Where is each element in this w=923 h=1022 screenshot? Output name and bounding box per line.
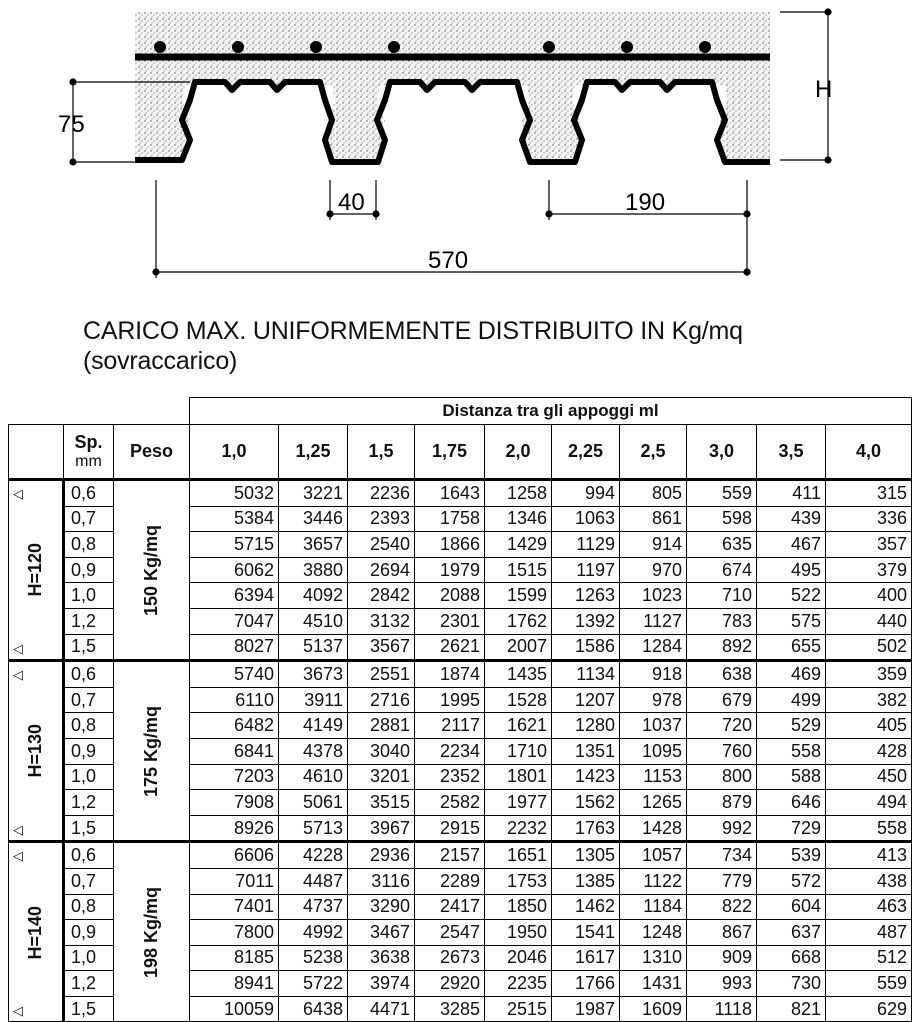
load-value-cell: 1651 [485, 842, 552, 869]
thickness-cell: 1,5 [64, 634, 114, 661]
thickness-cell: 0,9 [64, 557, 114, 583]
load-value-cell: 668 [757, 945, 826, 971]
load-value-cell: 720 [687, 713, 757, 739]
sp-header [64, 425, 114, 480]
span-header: 1,25 [279, 425, 348, 480]
load-value-cell: 1766 [552, 971, 620, 997]
load-value-cell: 1753 [485, 868, 552, 894]
load-value-cell: 400 [826, 583, 912, 609]
load-value-cell: 439 [757, 506, 826, 532]
load-value-cell: 710 [687, 583, 757, 609]
load-value-cell: 1541 [552, 920, 620, 946]
load-value-cell: 1385 [552, 868, 620, 894]
load-value-cell: 3132 [348, 608, 415, 634]
thickness-cell: 1,5 [64, 996, 114, 1022]
load-value-cell: 1095 [620, 738, 687, 764]
title-line-1: CARICO MAX. UNIFORMEMENTE DISTRIBUITO IN Kg/mq [83, 317, 743, 345]
load-value-cell: 4737 [279, 894, 348, 920]
load-value-cell: 1122 [620, 868, 687, 894]
load-value-cell: 2301 [415, 608, 485, 634]
height-group-cell [9, 480, 64, 661]
load-value-cell: 4992 [279, 920, 348, 946]
load-value-cell: 1428 [620, 815, 687, 842]
load-value-cell: 1528 [485, 687, 552, 713]
load-value-cell: 5238 [279, 945, 348, 971]
load-value-cell: 357 [826, 532, 912, 558]
load-value-cell: 529 [757, 713, 826, 739]
weight-label: 175 Kg/mq [141, 705, 161, 797]
thickness-cell: 1,0 [64, 945, 114, 971]
load-value-cell: 1987 [552, 996, 620, 1022]
load-value-cell: 1621 [485, 713, 552, 739]
load-value-cell: 646 [757, 790, 826, 816]
load-value-cell: 760 [687, 738, 757, 764]
thickness-cell: 0,7 [64, 868, 114, 894]
thickness-cell: 0,6 [64, 842, 114, 869]
h-header [9, 425, 64, 480]
dim-190-label: 190 [625, 189, 666, 216]
load-value-cell: 450 [826, 764, 912, 790]
load-value-cell: 1429 [485, 532, 552, 558]
load-value-cell: 379 [826, 557, 912, 583]
load-value-cell: 730 [757, 971, 826, 997]
arrow-bottom-icon: ◁ [13, 641, 23, 657]
load-value-cell: 679 [687, 687, 757, 713]
load-value-cell: 6606 [190, 842, 279, 869]
arrow-top-icon: ◁ [13, 486, 23, 501]
load-value-cell: 1462 [552, 894, 620, 920]
load-value-cell: 2232 [485, 815, 552, 842]
load-value-cell: 779 [687, 868, 757, 894]
load-value-cell: 867 [687, 920, 757, 946]
load-value-cell: 2088 [415, 583, 485, 609]
load-value-cell: 359 [826, 661, 912, 688]
thickness-cell: 1,2 [64, 971, 114, 997]
load-value-cell: 2046 [485, 945, 552, 971]
load-value-cell: 1562 [552, 790, 620, 816]
load-value-cell: 6110 [190, 687, 279, 713]
load-value-cell: 1710 [485, 738, 552, 764]
load-value-cell: 1762 [485, 608, 552, 634]
load-value-cell: 822 [687, 894, 757, 920]
load-value-cell: 1305 [552, 842, 620, 869]
load-value-cell: 3467 [348, 920, 415, 946]
load-value-cell: 382 [826, 687, 912, 713]
load-value-cell: 438 [826, 868, 912, 894]
span-header: 1,75 [415, 425, 485, 480]
load-value-cell: 821 [757, 996, 826, 1022]
load-value-cell: 861 [620, 506, 687, 532]
load-value-cell: 7800 [190, 920, 279, 946]
span-header: 3,0 [687, 425, 757, 480]
load-value-cell: 3880 [279, 557, 348, 583]
load-value-cell: 413 [826, 842, 912, 869]
load-value-cell: 655 [757, 634, 826, 661]
load-value-cell: 993 [687, 971, 757, 997]
load-value-cell: 674 [687, 557, 757, 583]
load-value-cell: 2915 [415, 815, 485, 842]
load-value-cell: 494 [826, 790, 912, 816]
load-value-cell: 1346 [485, 506, 552, 532]
load-value-cell: 1763 [552, 815, 620, 842]
load-value-cell: 2936 [348, 842, 415, 869]
thickness-cell: 0,8 [64, 532, 114, 558]
load-value-cell: 604 [757, 894, 826, 920]
load-value-cell: 7047 [190, 608, 279, 634]
load-value-cell: 637 [757, 920, 826, 946]
load-value-cell: 994 [552, 480, 620, 507]
height-group-cell [9, 842, 64, 1022]
load-value-cell: 635 [687, 532, 757, 558]
load-value-cell: 4228 [279, 842, 348, 869]
load-value-cell: 7011 [190, 868, 279, 894]
load-value-cell: 1258 [485, 480, 552, 507]
load-value-cell: 572 [757, 868, 826, 894]
load-value-cell: 800 [687, 764, 757, 790]
load-value-cell: 5715 [190, 532, 279, 558]
load-value-cell: 2551 [348, 661, 415, 688]
load-value-cell: 1423 [552, 764, 620, 790]
load-value-cell: 1866 [415, 532, 485, 558]
load-value-cell: 10059 [190, 996, 279, 1022]
peso-header: Peso [114, 425, 190, 480]
thickness-cell: 1,2 [64, 790, 114, 816]
arrow-bottom-icon: ◁ [13, 822, 23, 838]
load-value-cell: 638 [687, 661, 757, 688]
load-value-cell: 1134 [552, 661, 620, 688]
load-value-cell: 1850 [485, 894, 552, 920]
load-value-cell: 879 [687, 790, 757, 816]
load-value-cell: 487 [826, 920, 912, 946]
load-value-cell: 7203 [190, 764, 279, 790]
load-value-cell: 5713 [279, 815, 348, 842]
thickness-cell: 0,6 [64, 480, 114, 507]
load-value-cell: 1153 [620, 764, 687, 790]
load-value-cell: 1023 [620, 583, 687, 609]
thickness-cell: 1,0 [64, 764, 114, 790]
title-line-2: (sovraccarico) [83, 347, 238, 375]
load-value-cell: 1979 [415, 557, 485, 583]
thickness-cell: 0,7 [64, 506, 114, 532]
load-value-cell: 2673 [415, 945, 485, 971]
load-value-cell: 914 [620, 532, 687, 558]
load-value-cell: 315 [826, 480, 912, 507]
load-value-cell: 1037 [620, 713, 687, 739]
load-value-cell: 5722 [279, 971, 348, 997]
load-value-cell: 405 [826, 713, 912, 739]
load-value-cell: 2547 [415, 920, 485, 946]
load-value-cell: 2393 [348, 506, 415, 532]
load-value-cell: 8185 [190, 945, 279, 971]
table-row [9, 661, 912, 688]
thickness-cell: 1,0 [64, 583, 114, 609]
load-value-cell: 8027 [190, 634, 279, 661]
load-value-cell: 558 [757, 738, 826, 764]
load-value-cell: 909 [687, 945, 757, 971]
load-value-cell: 1197 [552, 557, 620, 583]
load-value-cell: 4510 [279, 608, 348, 634]
dim-40-label: 40 [338, 189, 365, 216]
sp-header-label: Sp. [74, 432, 103, 452]
sp-header-unit: mm [75, 453, 102, 470]
load-value-cell: 2117 [415, 713, 485, 739]
dim-h-label: H [815, 76, 833, 103]
span-header: 2,0 [485, 425, 552, 480]
load-value-cell: 1950 [485, 920, 552, 946]
load-value-cell: 5137 [279, 634, 348, 661]
load-value-cell: 2694 [348, 557, 415, 583]
load-value-cell: 1351 [552, 738, 620, 764]
load-value-cell: 1515 [485, 557, 552, 583]
span-header: 2,25 [552, 425, 620, 480]
load-value-cell: 3673 [279, 661, 348, 688]
load-value-cell: 411 [757, 480, 826, 507]
load-value-cell: 539 [757, 842, 826, 869]
load-value-cell: 2881 [348, 713, 415, 739]
deck-section-diagram [0, 0, 923, 300]
load-value-cell: 734 [687, 842, 757, 869]
load-value-cell: 559 [826, 971, 912, 997]
load-value-cell: 2289 [415, 868, 485, 894]
span-header: 2,5 [620, 425, 687, 480]
load-value-cell: 5061 [279, 790, 348, 816]
load-value-cell: 5384 [190, 506, 279, 532]
load-value-cell: 1874 [415, 661, 485, 688]
thickness-cell: 0,9 [64, 738, 114, 764]
load-value-cell: 512 [826, 945, 912, 971]
load-value-cell: 559 [687, 480, 757, 507]
load-value-cell: 1643 [415, 480, 485, 507]
weight-group-cell [114, 661, 190, 842]
load-value-cell: 467 [757, 532, 826, 558]
load-value-cell: 1284 [620, 634, 687, 661]
load-value-cell: 2716 [348, 687, 415, 713]
arrow-top-icon: ◁ [13, 848, 23, 864]
load-value-cell: 1265 [620, 790, 687, 816]
arrow-bottom-icon: ◁ [13, 1003, 23, 1019]
height-group-cell [9, 661, 64, 842]
load-value-cell: 499 [757, 687, 826, 713]
load-value-cell: 598 [687, 506, 757, 532]
load-value-cell: 6394 [190, 583, 279, 609]
load-value-cell: 1127 [620, 608, 687, 634]
thickness-cell: 0,8 [64, 713, 114, 739]
load-value-cell: 2234 [415, 738, 485, 764]
load-table [8, 397, 912, 1022]
load-value-cell: 3967 [348, 815, 415, 842]
dim-75-label: 75 [58, 111, 85, 138]
load-value-cell: 1617 [552, 945, 620, 971]
load-value-cell: 469 [757, 661, 826, 688]
thickness-cell: 0,6 [64, 661, 114, 688]
thickness-cell: 0,9 [64, 920, 114, 946]
load-value-cell: 575 [757, 608, 826, 634]
load-value-cell: 463 [826, 894, 912, 920]
load-value-cell: 3974 [348, 971, 415, 997]
load-value-cell: 4610 [279, 764, 348, 790]
load-value-cell: 5032 [190, 480, 279, 507]
load-value-cell: 2157 [415, 842, 485, 869]
load-value-cell: 2236 [348, 480, 415, 507]
load-value-cell: 6482 [190, 713, 279, 739]
load-value-cell: 729 [757, 815, 826, 842]
thickness-cell: 0,7 [64, 687, 114, 713]
load-value-cell: 2352 [415, 764, 485, 790]
load-value-cell: 1063 [552, 506, 620, 532]
load-value-cell: 440 [826, 608, 912, 634]
load-value-cell: 5740 [190, 661, 279, 688]
load-value-cell: 2621 [415, 634, 485, 661]
load-value-cell: 3911 [279, 687, 348, 713]
load-value-cell: 8941 [190, 971, 279, 997]
load-value-cell: 3201 [348, 764, 415, 790]
load-value-cell: 495 [757, 557, 826, 583]
load-value-cell: 2540 [348, 532, 415, 558]
span-header: 1,5 [348, 425, 415, 480]
load-value-cell: 783 [687, 608, 757, 634]
load-value-cell: 3638 [348, 945, 415, 971]
load-value-cell: 7908 [190, 790, 279, 816]
load-value-cell: 1263 [552, 583, 620, 609]
load-value-cell: 3290 [348, 894, 415, 920]
load-value-cell: 978 [620, 687, 687, 713]
load-value-cell: 1057 [620, 842, 687, 869]
load-value-cell: 892 [687, 634, 757, 661]
load-value-cell: 1977 [485, 790, 552, 816]
load-value-cell: 1801 [485, 764, 552, 790]
load-value-cell: 6438 [279, 996, 348, 1022]
load-value-cell: 1758 [415, 506, 485, 532]
load-value-cell: 629 [826, 996, 912, 1022]
load-value-cell: 1118 [687, 996, 757, 1022]
arrow-top-icon: ◁ [13, 667, 23, 683]
height-label: H=120 [25, 543, 45, 597]
load-value-cell: 3567 [348, 634, 415, 661]
thickness-cell: 1,5 [64, 815, 114, 842]
load-value-cell: 805 [620, 480, 687, 507]
dim-570-label: 570 [428, 247, 469, 274]
distance-header: Distanza tra gli appoggi ml [190, 398, 912, 425]
load-value-cell: 4471 [348, 996, 415, 1022]
load-value-cell: 3446 [279, 506, 348, 532]
load-value-cell: 1310 [620, 945, 687, 971]
load-value-cell: 4149 [279, 713, 348, 739]
load-value-cell: 4378 [279, 738, 348, 764]
load-value-cell: 3116 [348, 868, 415, 894]
load-value-cell: 2920 [415, 971, 485, 997]
load-value-cell: 1207 [552, 687, 620, 713]
load-value-cell: 2842 [348, 583, 415, 609]
load-value-cell: 2582 [415, 790, 485, 816]
load-value-cell: 7401 [190, 894, 279, 920]
load-value-cell: 522 [757, 583, 826, 609]
load-value-cell: 1392 [552, 608, 620, 634]
load-value-cell: 3221 [279, 480, 348, 507]
load-value-cell: 1586 [552, 634, 620, 661]
load-value-cell: 1609 [620, 996, 687, 1022]
load-value-cell: 970 [620, 557, 687, 583]
load-value-cell: 2235 [485, 971, 552, 997]
load-value-cell: 2417 [415, 894, 485, 920]
load-value-cell: 558 [826, 815, 912, 842]
height-label: H=130 [25, 724, 45, 778]
weight-label: 198 Kg/mq [141, 886, 161, 978]
thickness-cell: 0,8 [64, 894, 114, 920]
span-header: 1,0 [190, 425, 279, 480]
load-value-cell: 1995 [415, 687, 485, 713]
load-value-cell: 3040 [348, 738, 415, 764]
load-value-cell: 918 [620, 661, 687, 688]
weight-group-cell [114, 842, 190, 1022]
thickness-cell: 1,2 [64, 608, 114, 634]
weight-group-cell [114, 480, 190, 661]
load-value-cell: 1280 [552, 713, 620, 739]
height-label: H=140 [25, 905, 45, 960]
load-value-cell: 2515 [485, 996, 552, 1022]
load-value-cell: 8926 [190, 815, 279, 842]
load-value-cell: 4487 [279, 868, 348, 894]
load-value-cell: 588 [757, 764, 826, 790]
load-value-cell: 3657 [279, 532, 348, 558]
span-header: 4,0 [826, 425, 912, 480]
load-value-cell: 1435 [485, 661, 552, 688]
table-row [9, 480, 912, 507]
load-value-cell: 3515 [348, 790, 415, 816]
load-value-cell: 1248 [620, 920, 687, 946]
load-value-cell: 6841 [190, 738, 279, 764]
load-value-cell: 1184 [620, 894, 687, 920]
load-value-cell: 1431 [620, 971, 687, 997]
load-table-title [83, 316, 743, 376]
weight-label: 150 Kg/mq [141, 524, 161, 616]
load-value-cell: 992 [687, 815, 757, 842]
load-value-cell: 3285 [415, 996, 485, 1022]
load-value-cell: 428 [826, 738, 912, 764]
load-value-cell: 502 [826, 634, 912, 661]
load-value-cell: 6062 [190, 557, 279, 583]
load-value-cell: 1599 [485, 583, 552, 609]
span-header: 3,5 [757, 425, 826, 480]
load-value-cell: 4092 [279, 583, 348, 609]
table-row [9, 842, 912, 869]
steel-deck-profile [135, 82, 770, 162]
load-value-cell: 1129 [552, 532, 620, 558]
load-value-cell: 336 [826, 506, 912, 532]
load-value-cell: 2007 [485, 634, 552, 661]
